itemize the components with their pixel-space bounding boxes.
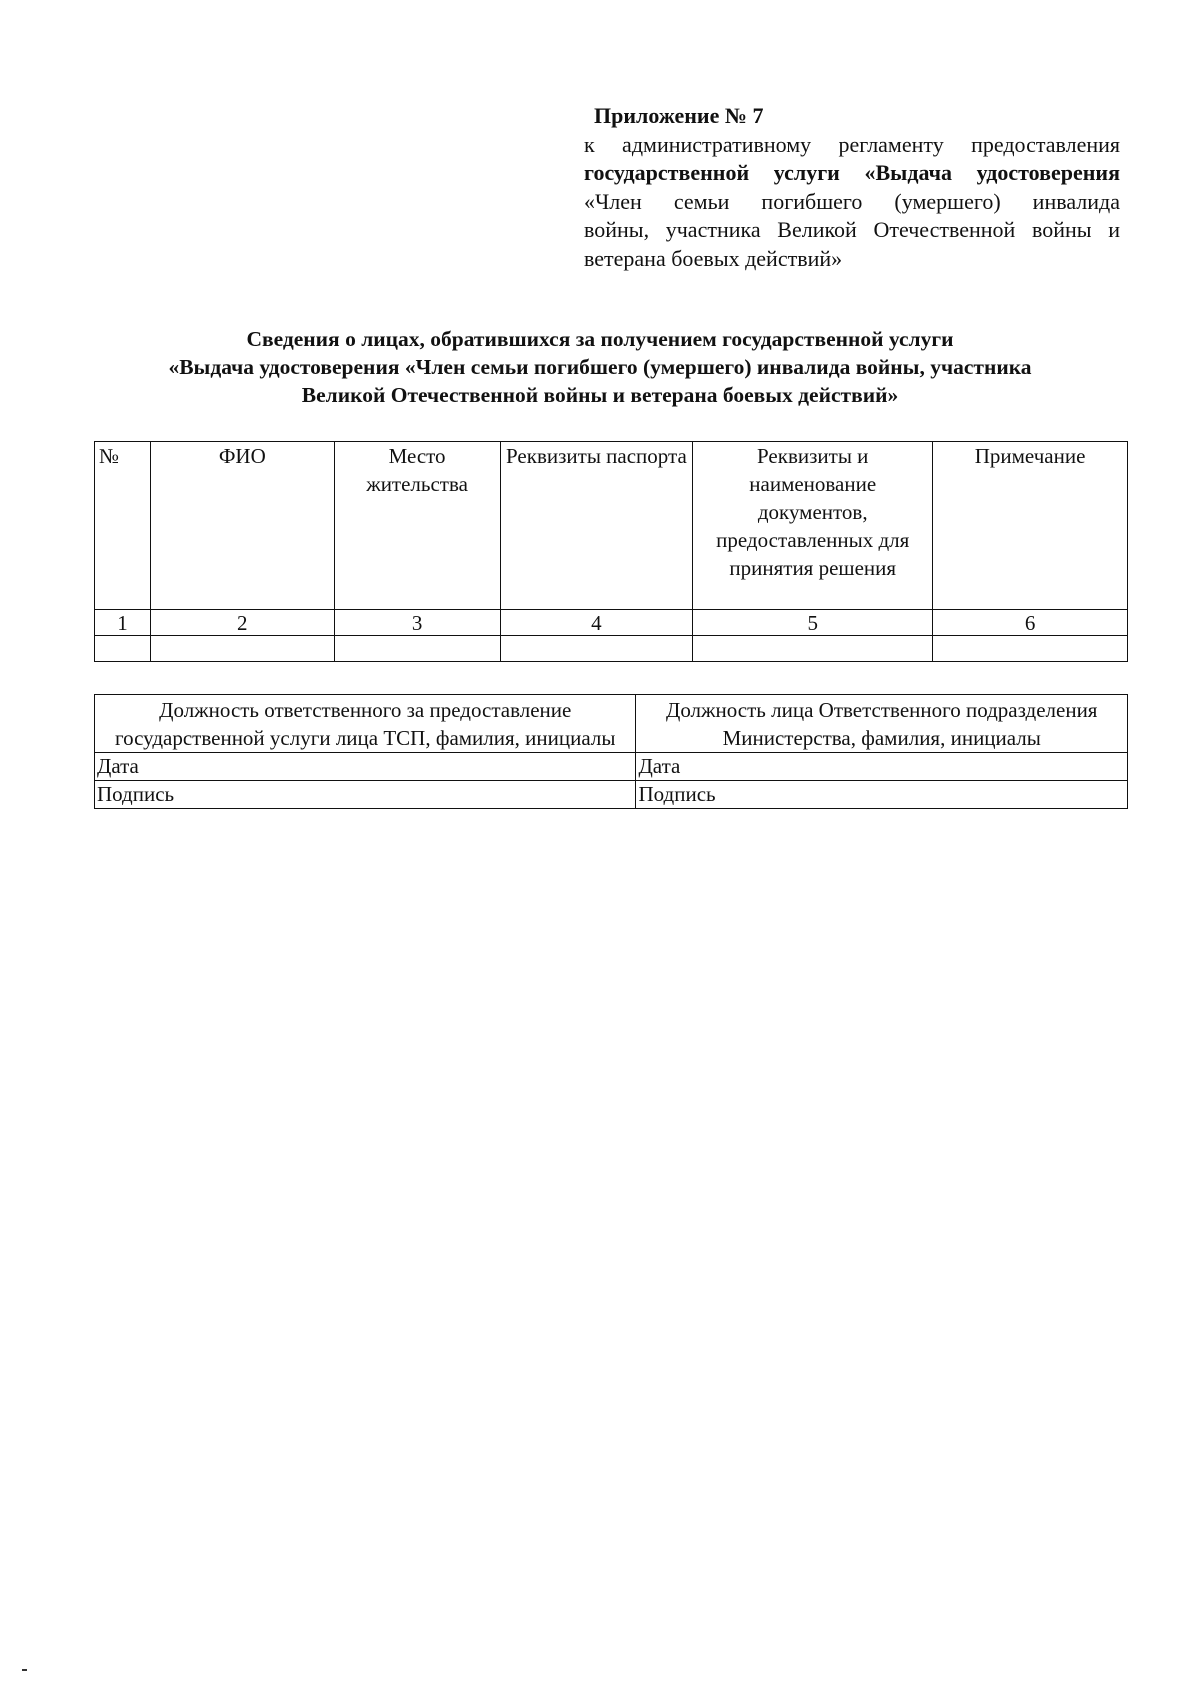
document-heading [80,325,1120,409]
annex-line: государственной услуги «Выдача удостоверения [584,160,1120,185]
heading-line: Великой Отечественной войны и ветерана боевых действий» [301,383,899,407]
empty-cell [95,636,151,662]
table-header-row [95,442,1128,610]
col-number: 6 [933,610,1128,636]
registry-table [94,441,1128,662]
col-header-name: ФИО [150,442,334,610]
scan-mark [22,1669,27,1671]
col-number: 1 [95,610,151,636]
empty-cell [500,636,693,662]
annex-block [584,102,1120,273]
date-row [95,753,1128,781]
col-header-note: Примечание [933,442,1128,610]
annex-line: войны, участника Великой Отечественной войны и [584,217,1120,242]
col-number: 5 [693,610,933,636]
signature-label-left: Подпись [95,781,636,809]
heading-line: Сведения о лицах, обратившихся за получением государственной услуги [246,327,954,351]
col-number: 2 [150,610,334,636]
table-row [95,636,1128,662]
empty-cell [933,636,1128,662]
empty-cell [150,636,334,662]
col-number: 3 [334,610,500,636]
signature-label-right: Подпись [636,781,1128,809]
annex-line: «Член семьи погибшего (умершего) инвалида [584,188,1120,214]
col-number: 4 [500,610,693,636]
signature-row [95,781,1128,809]
col-header-number: № [95,442,151,610]
annex-line: к административному регламенту предоставления [584,131,1120,157]
col-header-residence: Место жительства [334,442,500,610]
annex-title: Приложение № 7 [594,103,764,128]
ministry-official-title: Должность лица Ответственного подразделения Министерства, фамилия, инициалы [636,695,1128,753]
signature-table [94,694,1128,809]
annex-line: ветерана боевых действий» [584,245,843,271]
responsible-tsp-title: Должность ответственного за предоставление государственной услуги лица ТСП, фамилия, инициалы [95,695,636,753]
signature-header-row [95,695,1128,753]
date-label-left: Дата [95,753,636,781]
col-header-documents: Реквизиты и наименование документов, предоставленных для принятия решения [693,442,933,610]
date-label-right: Дата [636,753,1128,781]
col-header-passport: Реквизиты паспорта [500,442,693,610]
heading-line: «Выдача удостоверения «Член семьи погибшего (умершего) инвалида войны, участника [168,355,1032,379]
empty-cell [693,636,933,662]
empty-cell [334,636,500,662]
table-number-row [95,610,1128,636]
